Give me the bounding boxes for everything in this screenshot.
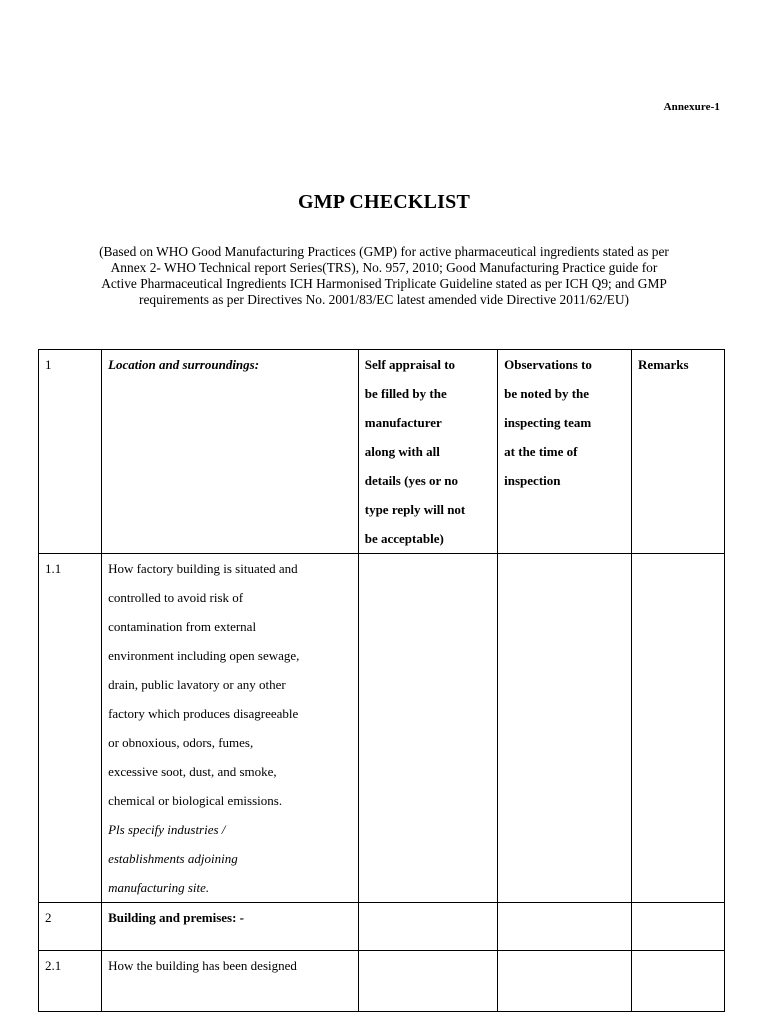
header-line: along with all	[364, 444, 440, 459]
header-line: be acceptable)	[364, 531, 444, 546]
section-number: 2	[39, 903, 102, 951]
item-number: 1.1	[39, 554, 102, 903]
subtitle-line: (Based on WHO Good Manufacturing Practices (GMP) for active pharmaceutical ingredients stated as per	[99, 244, 669, 259]
question-line: environment including open sewage,	[108, 648, 300, 663]
header-line: details (yes or no	[364, 473, 459, 488]
item-number: 2.1	[39, 951, 102, 1012]
header-line: inspection	[504, 473, 561, 488]
annexure-label: Annexure-1	[663, 101, 720, 113]
question-line: How factory building is situated and	[108, 561, 298, 576]
question-line: chemical or biological emissions.	[108, 793, 283, 808]
subtitle-line: Active Pharmaceutical Ingredients ICH Harmonised Triplicate Guideline stated as per ICH Q9; and GMP	[101, 276, 667, 291]
section-heading: Location and surroundings:	[102, 350, 359, 554]
header-line: manufacturer	[364, 415, 442, 430]
observations-cell[interactable]	[498, 554, 632, 903]
item-question: How the building has been designed	[102, 951, 359, 1012]
table-row	[39, 554, 725, 903]
item-question	[102, 554, 359, 903]
document-title: GMP CHECKLIST	[297, 191, 471, 213]
header-line: Observations to	[504, 357, 592, 372]
table-row	[39, 903, 725, 951]
observations-cell[interactable]	[498, 951, 632, 1012]
subtitle-line: Annex 2- WHO Technical report Series(TRS), No. 957, 2010; Good Manufacturing Practice guide for	[110, 260, 658, 275]
note-line: Pls specify industries /	[108, 822, 226, 837]
section-heading: Building and premises: -	[102, 903, 359, 951]
self-appraisal-cell[interactable]	[358, 554, 497, 903]
question-line: drain, public lavatory or any other	[108, 677, 286, 692]
header-line: be noted by the	[504, 386, 590, 401]
observations-header	[498, 350, 632, 554]
self-appraisal-cell[interactable]	[358, 951, 497, 1012]
question-line: or obnoxious, odors, fumes,	[108, 735, 254, 750]
question-line: controlled to avoid risk of	[108, 590, 244, 605]
section-number: 1	[39, 350, 102, 554]
header-line: type reply will not	[364, 502, 466, 517]
subtitle-line: requirements as per Directives No. 2001/83/EC latest amended vide Directive 2011/62/EU)	[139, 292, 629, 307]
document-subtitle	[44, 244, 724, 308]
table-header-row	[39, 350, 725, 554]
header-line: inspecting team	[504, 415, 592, 430]
self-appraisal-cell[interactable]	[358, 903, 497, 951]
remarks-cell[interactable]	[632, 951, 725, 1012]
note-line: manufacturing site.	[108, 880, 210, 895]
question-line: factory which produces disagreeable	[108, 706, 299, 721]
header-line: be filled by the	[364, 386, 447, 401]
remarks-cell[interactable]	[632, 554, 725, 903]
gmp-checklist-table	[38, 349, 725, 1012]
header-line: Self appraisal to	[364, 357, 456, 372]
question-line: contamination from external	[108, 619, 257, 634]
note-line: establishments adjoining	[108, 851, 238, 866]
observations-cell[interactable]	[498, 903, 632, 951]
remarks-header: Remarks	[632, 350, 725, 554]
self-appraisal-header	[358, 350, 497, 554]
table-row	[39, 951, 725, 1012]
remarks-cell[interactable]	[632, 903, 725, 951]
header-line: at the time of	[504, 444, 578, 459]
question-line: excessive soot, dust, and smoke,	[108, 764, 277, 779]
